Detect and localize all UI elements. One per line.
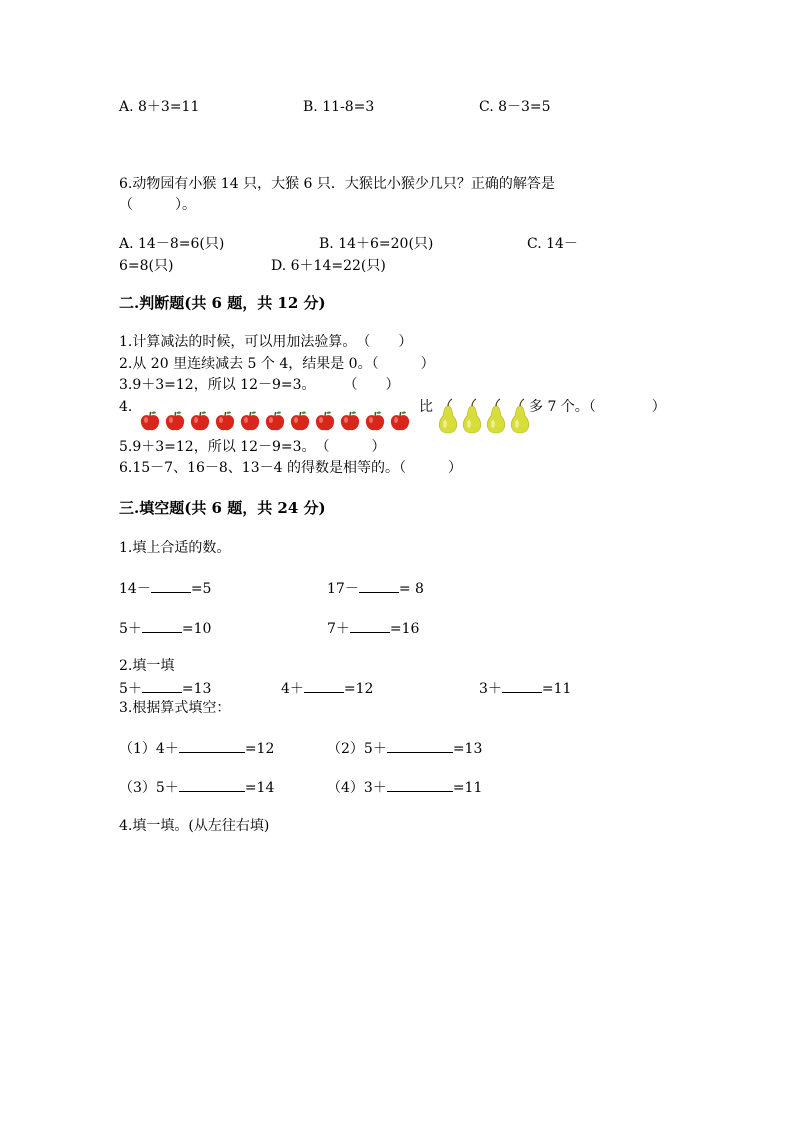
fill-q3-eq-4: （4）3＋ =11: [327, 777, 482, 797]
judge-item-1: 1.计算减法的时候，可以用加法验算。 （ ）: [119, 334, 413, 350]
fill-q2-eq-2: 4＋ =12: [281, 678, 373, 698]
q6-option-b: B. 14＋6=20(只): [319, 236, 434, 252]
apple-icon: [339, 410, 361, 432]
apple-row: [139, 410, 414, 432]
q5-option-b: B. 11-8=3: [303, 99, 375, 115]
fill-q1-eq-4: 7＋ =16: [327, 618, 419, 638]
answer-blank[interactable]: [179, 738, 245, 753]
fill-q2-title: 2.填一填: [119, 658, 175, 674]
answer-blank[interactable]: [350, 618, 390, 633]
section3-title: 三.填空题(共 6 题，共 24 分): [119, 499, 326, 517]
judge-item-4-number: 4.: [119, 399, 133, 415]
q6-stem: 6.动物园有小猴 14 只，大猴 6 只．大猴比小猴少几只？正确的解答是: [119, 176, 555, 192]
judge-item-6: 6.15－7、16－8、13－4 的得数是相等的。（ ）: [119, 460, 462, 476]
judge-item-3: 3.9＋3=12，所以 12－9=3。 （ ）: [119, 377, 400, 393]
answer-blank[interactable]: [359, 578, 399, 593]
answer-blank[interactable]: [142, 678, 182, 693]
answer-blank[interactable]: [387, 738, 453, 753]
q5-option-c: C. 8－3=5: [479, 99, 551, 115]
fill-q3-title: 3.根据算式填空：: [119, 700, 231, 716]
pear-icon: [436, 398, 460, 434]
pear-icon: [484, 398, 508, 434]
q6-option-d: D. 6＋14=22(只): [271, 258, 386, 274]
apple-icon: [364, 410, 386, 432]
q6-option-a: A. 14－8=6(只): [119, 236, 225, 252]
answer-blank[interactable]: [151, 578, 191, 593]
answer-blank[interactable]: [304, 678, 344, 693]
fill-q1-eq-2: 17－ = 8: [327, 578, 424, 598]
judge-item-4-compare: 比: [419, 399, 433, 415]
judge-item-4-end: 多 7 个。（ ）: [529, 399, 666, 415]
apple-icon: [389, 410, 411, 432]
judge-item-5: 5.9＋3=12，所以 12－9=3。 （ ）: [119, 439, 386, 455]
q5-option-a: A. 8＋3=11: [119, 99, 200, 115]
fill-q1-eq-3: 5＋ =10: [119, 618, 211, 638]
apple-icon: [164, 410, 186, 432]
apple-icon: [214, 410, 236, 432]
fill-q3-eq-2: （2）5＋ =13: [327, 738, 482, 758]
apple-icon: [189, 410, 211, 432]
q6-answer-paren: （ ）。: [119, 197, 196, 213]
fill-q3-eq-1: （1）4＋ =12: [119, 738, 274, 758]
answer-blank[interactable]: [179, 777, 245, 792]
fill-q3-eq-3: （3）5＋ =14: [119, 777, 274, 797]
answer-blank[interactable]: [142, 618, 182, 633]
apple-icon: [139, 410, 161, 432]
apple-icon: [289, 410, 311, 432]
fill-q2-eq-1: 5＋ =13: [119, 678, 211, 698]
fill-q1-eq-1: 14－ =5: [119, 578, 211, 598]
apple-icon: [314, 410, 336, 432]
fill-q4-title: 4.填一填。(从左往右填): [119, 818, 270, 834]
q6-option-c-line1: C. 14－: [527, 236, 578, 252]
judge-item-2: 2.从 20 里连续减去 5 个 4，结果是 0。（ ）: [119, 356, 435, 372]
answer-blank[interactable]: [387, 777, 453, 792]
apple-icon: [264, 410, 286, 432]
pear-icon: [460, 398, 484, 434]
apple-icon: [239, 410, 261, 432]
answer-blank[interactable]: [502, 678, 542, 693]
section2-title: 二.判断题(共 6 题，共 12 分): [119, 294, 326, 312]
q6-option-c-line2: 6=8(只): [119, 258, 174, 274]
fill-q2-eq-3: 3＋ =11: [479, 678, 571, 698]
pear-row: [436, 398, 532, 434]
fill-q1-title: 1.填上合适的数。: [119, 540, 231, 556]
